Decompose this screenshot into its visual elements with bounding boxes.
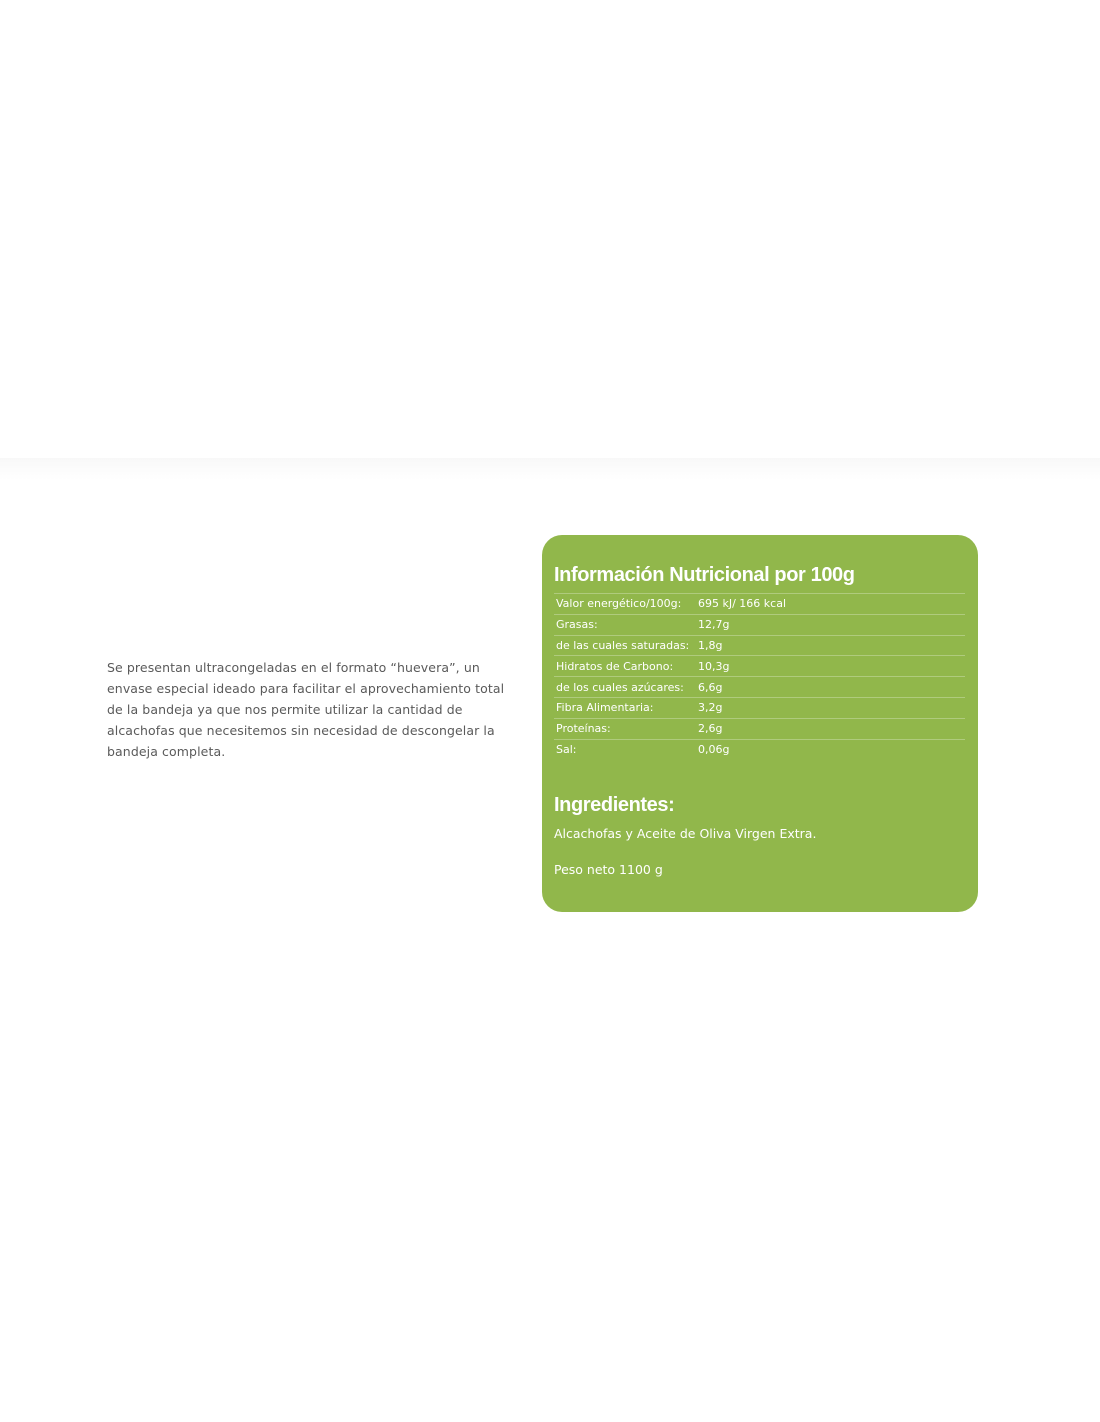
nutrient-value: 6,6g [698, 680, 723, 694]
nutrient-value: 695 kJ/ 166 kcal [698, 597, 787, 611]
nutrient-label: Fibra Alimentaria: [556, 701, 654, 715]
nutrient-label: Valor energético/100g: [556, 597, 682, 611]
nutrient-value: 12,7g [698, 618, 730, 632]
table-row [554, 656, 965, 677]
ingredients-title: Ingredientes: [554, 794, 675, 817]
nutrient-label: Sal: [556, 742, 577, 756]
section-divider [0, 458, 1100, 480]
table-row [554, 614, 965, 635]
nutrient-label: de los cuales azúcares: [556, 680, 684, 694]
nutrition-table [554, 593, 965, 759]
nutrient-label: Hidratos de Carbono: [556, 659, 674, 673]
nutrient-value: 2,6g [698, 722, 723, 736]
table-row [554, 594, 965, 615]
nutrient-label: Proteínas: [556, 722, 611, 736]
nutrient-value: 0,06g [698, 742, 730, 756]
nutrient-value: 10,3g [698, 659, 730, 673]
table-row [554, 677, 965, 698]
table-row [554, 635, 965, 656]
nutrition-card [542, 535, 978, 912]
table-row [554, 739, 965, 759]
net-weight: Peso neto 1100 g [554, 862, 663, 878]
table-row [554, 718, 965, 739]
nutrient-value: 1,8g [698, 638, 723, 652]
nutrient-label: de las cuales saturadas: [556, 638, 690, 652]
nutrition-title: Información Nutricional por 100g [554, 564, 855, 586]
ingredients-text: Alcachofas y Aceite de Oliva Virgen Extra. [554, 826, 817, 842]
table-row [554, 697, 965, 718]
product-description: Se presentan ultracongeladas en el formato “huevera”, un envase especial ideado para facilitar el aprovechamiento total de la bandeja ya que nos permite utilizar la cantidad de alcachofas que necesitemos sin necesidad de descongelar la bandeja completa. [107, 660, 505, 759]
nutrient-value: 3,2g [698, 701, 723, 715]
nutrient-label: Grasas: [556, 618, 598, 632]
